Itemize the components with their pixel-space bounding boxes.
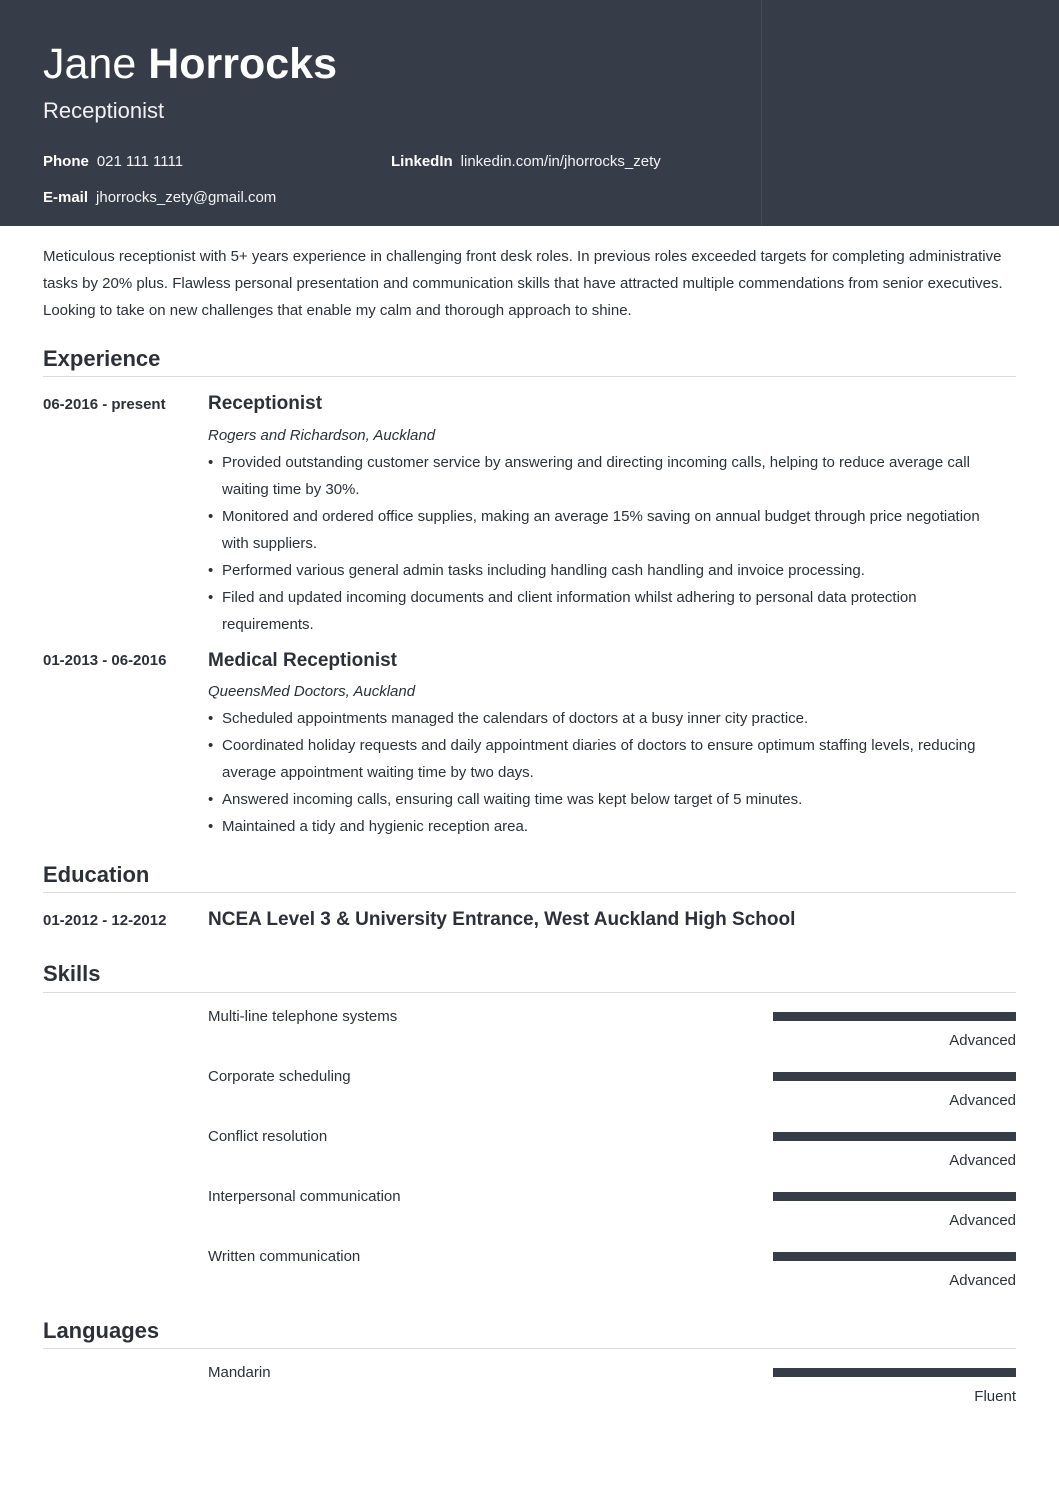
list-item: • Maintained a tidy and hygienic reception area. xyxy=(208,813,1008,840)
contact-linkedin[interactable] xyxy=(391,152,661,172)
skill-name: Written communication xyxy=(208,1248,361,1265)
language-bar xyxy=(773,1368,1016,1377)
language-name: Mandarin xyxy=(208,1364,271,1381)
list-item: • Answered incoming calls, ensuring call waiting time was kept below target of 5 minutes. xyxy=(208,786,1008,813)
list-item: • Scheduled appointments managed the calendars of doctors at a busy inner city practice. xyxy=(208,705,1008,732)
job-title: Receptionist xyxy=(43,98,165,123)
skill-level: Advanced xyxy=(949,1032,1016,1049)
job-2-bullets xyxy=(208,705,1008,840)
contact-email[interactable] xyxy=(43,188,276,208)
skills-heading: Skills xyxy=(43,961,101,986)
skill-level: Advanced xyxy=(949,1212,1016,1229)
education-degree: NCEA Level 3 & University Entrance, West Auckland High School xyxy=(208,909,796,930)
experience-rule xyxy=(43,376,1016,377)
skill-bar-fill xyxy=(773,1072,1016,1081)
education-heading: Education xyxy=(43,862,150,887)
phone-label: Phone xyxy=(43,153,89,170)
linkedin-link[interactable]: linkedin.com/in/jhorrocks_zety xyxy=(460,153,661,170)
experience-heading: Experience xyxy=(43,346,161,371)
email-label: E-mail xyxy=(43,189,89,206)
list-item: • Provided outstanding customer service by answering and directing incoming calls, helping to reduce average call waiting time by 30%. xyxy=(208,449,1008,503)
education-rule xyxy=(43,892,1016,893)
job-1-role: Receptionist xyxy=(208,393,323,414)
skill-level: Advanced xyxy=(949,1272,1016,1289)
skill-bar xyxy=(773,1072,1016,1081)
skills-rule xyxy=(43,992,1016,993)
candidate-name xyxy=(43,38,337,90)
skill-bar xyxy=(773,1252,1016,1261)
skill-name: Corporate scheduling xyxy=(208,1068,351,1085)
skill-bar xyxy=(773,1192,1016,1201)
list-item: • Filed and updated incoming documents and client information whilst adhering to personal data protection requirements. xyxy=(208,584,1008,638)
skill-name: Interpersonal communication xyxy=(208,1188,401,1205)
skill-name: Multi-line telephone systems xyxy=(208,1008,398,1025)
job-1-dates: 06-2016 - present xyxy=(43,396,166,413)
profile-summary: Meticulous receptionist with 5+ years experience in challenging front desk roles. In previous roles exceeded targets for completing administrative tasks by 20% plus. Flawless personal presentation and communication skills that have attracted multiple commendations from senior executives. Looking to take on new challenges that enable my calm and thorough approach to shine. xyxy=(43,248,1003,319)
resume-header xyxy=(0,0,1059,226)
linkedin-label: LinkedIn xyxy=(391,153,453,170)
skill-bar xyxy=(773,1012,1016,1021)
education-dates: 01-2012 - 12-2012 xyxy=(43,912,167,929)
skill-level: Advanced xyxy=(949,1152,1016,1169)
skill-bar-fill xyxy=(773,1012,1016,1021)
language-level: Fluent xyxy=(974,1388,1016,1405)
skill-bar-fill xyxy=(773,1192,1016,1201)
job-2-dates: 01-2013 - 06-2016 xyxy=(43,652,167,669)
language-bar-fill xyxy=(773,1368,1016,1377)
skill-name: Conflict resolution xyxy=(208,1128,328,1145)
job-1-company: Rogers and Richardson, Auckland xyxy=(208,427,436,444)
job-2-role: Medical Receptionist xyxy=(208,650,397,671)
job-2-company: QueensMed Doctors, Auckland xyxy=(208,683,416,700)
phone-value: 021 111 1111 xyxy=(96,153,184,170)
skill-bar xyxy=(773,1132,1016,1141)
job-1-bullets xyxy=(208,449,1008,638)
skill-bar-fill xyxy=(773,1132,1016,1141)
first-name: Jane xyxy=(43,40,137,88)
languages-heading: Languages xyxy=(43,1318,160,1343)
header-divider xyxy=(761,0,762,226)
list-item: • Performed various general admin tasks including handling cash handling and invoice processing. xyxy=(208,557,1008,584)
contact-phone xyxy=(43,152,183,172)
skill-level: Advanced xyxy=(949,1092,1016,1109)
last-name: Horrocks xyxy=(148,40,337,88)
list-item: • Coordinated holiday requests and daily appointment diaries of doctors to ensure optimum staffing levels, reducing average appointment waiting time by two days. xyxy=(208,732,1008,786)
email-link[interactable]: jhorrocks_zety@gmail.com xyxy=(96,189,277,206)
skill-bar-fill xyxy=(773,1252,1016,1261)
list-item: • Monitored and ordered office supplies, making an average 15% saving on annual budget through price negotiation with suppliers. xyxy=(208,503,1008,557)
languages-rule xyxy=(43,1348,1016,1349)
